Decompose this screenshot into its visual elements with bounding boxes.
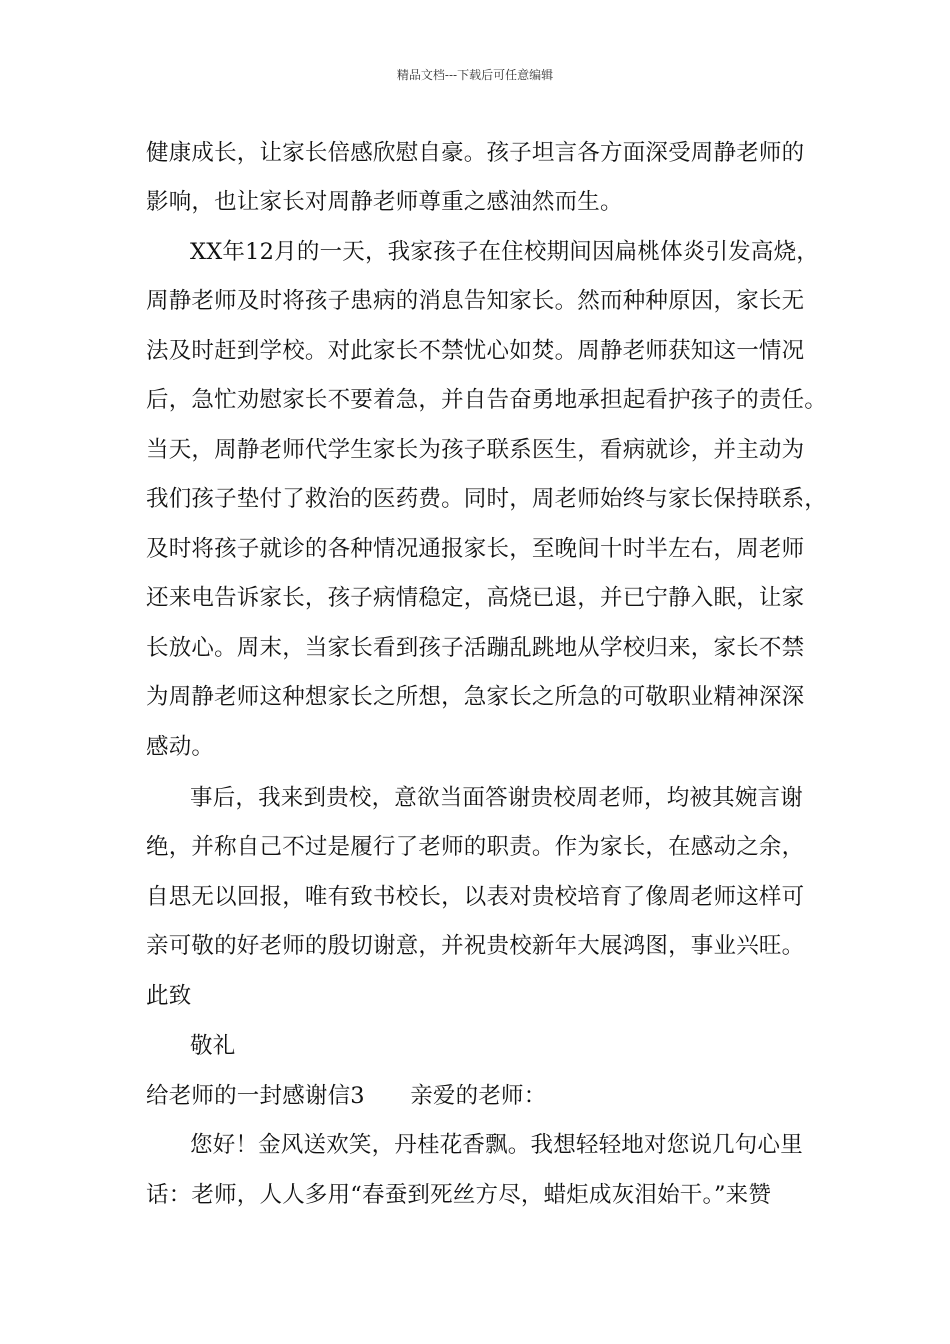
text-line: 长放心。周末，当家长看到孩子活蹦乱跳地从学校归来，家长不禁 <box>146 635 805 661</box>
text-line: 敬礼 <box>190 1033 236 1059</box>
text-line: XX年12月的一天，我家孩子在住校期间因扁桃体炎引发高烧， <box>190 239 819 265</box>
text-line: 还来电告诉家长，孩子病情稳定，高烧已退，并已宁静入眠，让家 <box>146 585 805 611</box>
text-line: 给老师的一封感谢信3 亲爱的老师： <box>146 1083 547 1109</box>
text-line: 您好！金风送欢笑，丹桂花香飘。我想轻轻地对您说几句心里 <box>190 1132 803 1158</box>
text-line: 话：老师，人人多用“春蚕到死丝方尽，蜡炬成灰泪始干。”来赞 <box>146 1182 772 1208</box>
text-line: 健康成长，让家长倍感欣慰自豪。孩子坦言各方面深受周静老师的 <box>146 140 805 166</box>
text-line: 我们孩子垫付了救治的医药费。同时，周老师始终与家长保持联系， <box>146 486 828 512</box>
text-line: 亲可敬的好老师的殷切谢意，并祝贵校新年大展鸿图，事业兴旺。 <box>146 933 805 959</box>
text-line: 后，急忙劝慰家长不要着急，并自告奋勇地承担起看护孩子的责任。 <box>146 387 828 413</box>
text-line: 周静老师及时将孩子患病的消息告知家长。然而种种原因，家长无 <box>146 288 805 314</box>
text-line: 绝，并称自己不过是履行了老师的职责。作为家长，在感动之余， <box>146 834 805 860</box>
text-line: 影响，也让家长对周静老师尊重之感油然而生。 <box>146 189 623 215</box>
text-line: 及时将孩子就诊的各种情况通报家长，至晚间十时半左右，周老师 <box>146 536 805 562</box>
page-header: 精品文档---下载后可任意编辑 <box>396 68 554 82</box>
text-line: 事后，我来到贵校，意欲当面答谢贵校周老师，均被其婉言谢 <box>190 785 803 811</box>
text-line: 感动。 <box>146 734 215 760</box>
text-line: 此致 <box>146 983 192 1009</box>
text-line: 法及时赶到学校。对此家长不禁忧心如焚。周静老师获知这一情况 <box>146 338 805 364</box>
text-line: 为周静老师这种想家长之所想，急家长之所急的可敬职业精神深深 <box>146 684 805 710</box>
text-line: 当天，周静老师代学生家长为孩子联系医生，看病就诊，并主动为 <box>146 437 805 463</box>
text-line: 自思无以回报，唯有致书校长，以表对贵校培育了像周老师这样可 <box>146 884 805 910</box>
